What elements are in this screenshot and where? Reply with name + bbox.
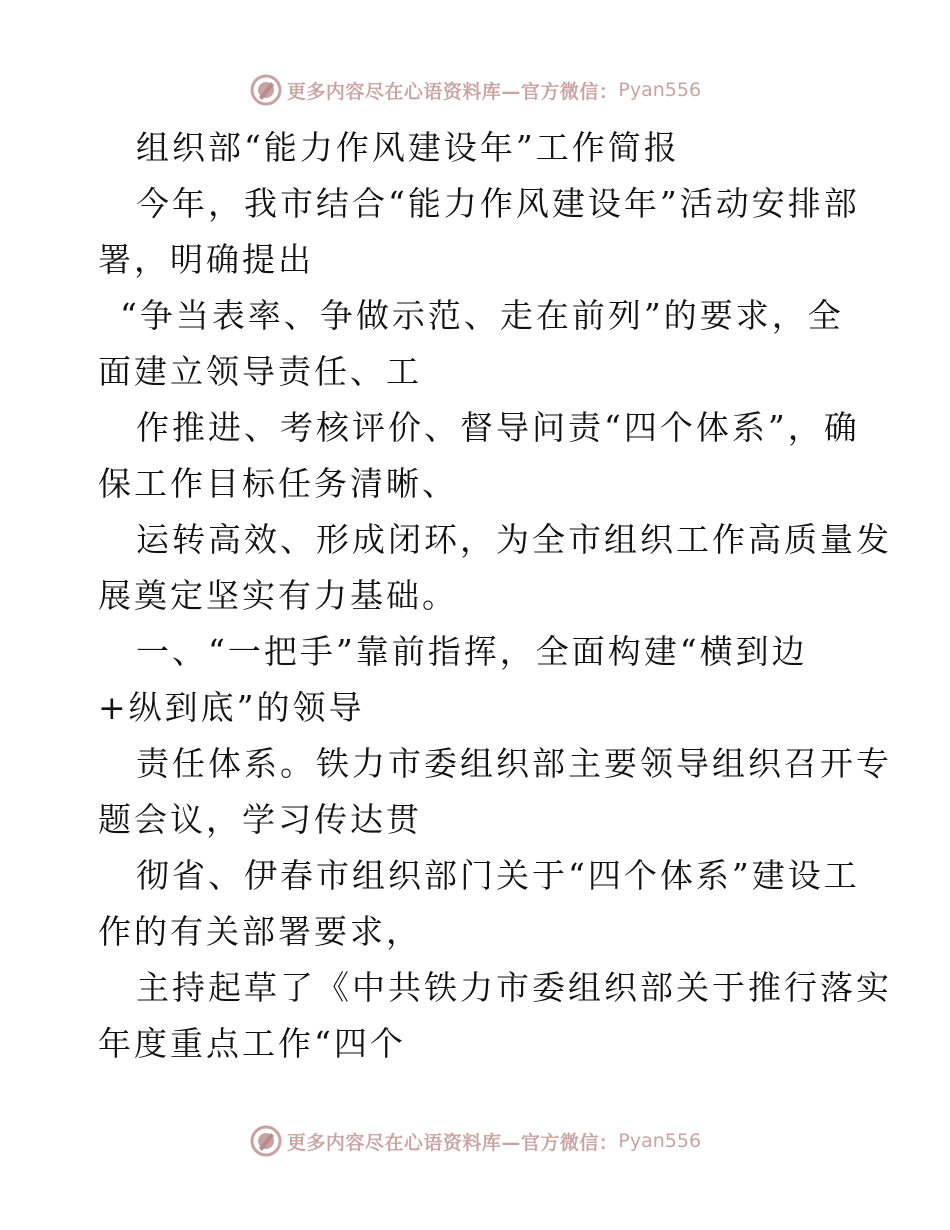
- section-heading-line: 一、“一把手”靠前指挥，全面构建“横到边: [136, 632, 808, 671]
- paragraph-line: 作推进、考核评价、督导问责“四个体系”，确: [136, 408, 860, 447]
- document-title: 组织部“能力作风建设年”工作简报: [136, 128, 680, 167]
- paragraph-line: 主持起草了《中共铁力市委组织部关于推行落实: [136, 968, 892, 1007]
- header-watermark-banner: [0, 70, 950, 110]
- paragraph-line: 今年，我市结合“能力作风建设年”活动安排部: [136, 184, 860, 223]
- header-watermark-wechat-id: Pyan556: [618, 79, 702, 101]
- brand-logo-icon: [249, 1124, 283, 1158]
- brand-logo-icon: [249, 73, 283, 107]
- paragraph-line: “争当表率、争做示范、走在前列”的要求，全: [120, 296, 844, 335]
- paragraph-line: 展奠定坚实有力基础。: [98, 576, 458, 615]
- header-watermark-text: 更多内容尽在心语资料库—官方微信：: [286, 80, 619, 103]
- paragraph-line: 责任体系。铁力市委组织部主要领导组织召开专: [136, 744, 892, 783]
- paragraph-line: 保工作目标任务清晰、: [98, 464, 458, 503]
- paragraph-line: 运转高效、形成闭环，为全市组织工作高质量发: [136, 520, 892, 559]
- section-heading-line: +纵到底”的领导: [98, 688, 365, 727]
- paragraph-line: 署，明确提出: [98, 240, 314, 279]
- paragraph-line: 年度重点工作“四个: [98, 1024, 406, 1063]
- paragraph-line: 作的有关部署要求，: [98, 912, 422, 951]
- footer-watermark-banner: [0, 1121, 950, 1161]
- footer-watermark-text: 更多内容尽在心语资料库—官方微信：: [286, 1131, 619, 1154]
- footer-watermark-wechat-id: Pyan556: [618, 1130, 702, 1152]
- paragraph-line: 彻省、伊春市组织部门关于“四个体系”建设工: [136, 856, 860, 895]
- document-body: [98, 120, 892, 1072]
- paragraph-line: 面建立领导责任、工: [98, 352, 422, 391]
- paragraph-line: 题会议，学习传达贯: [98, 800, 422, 839]
